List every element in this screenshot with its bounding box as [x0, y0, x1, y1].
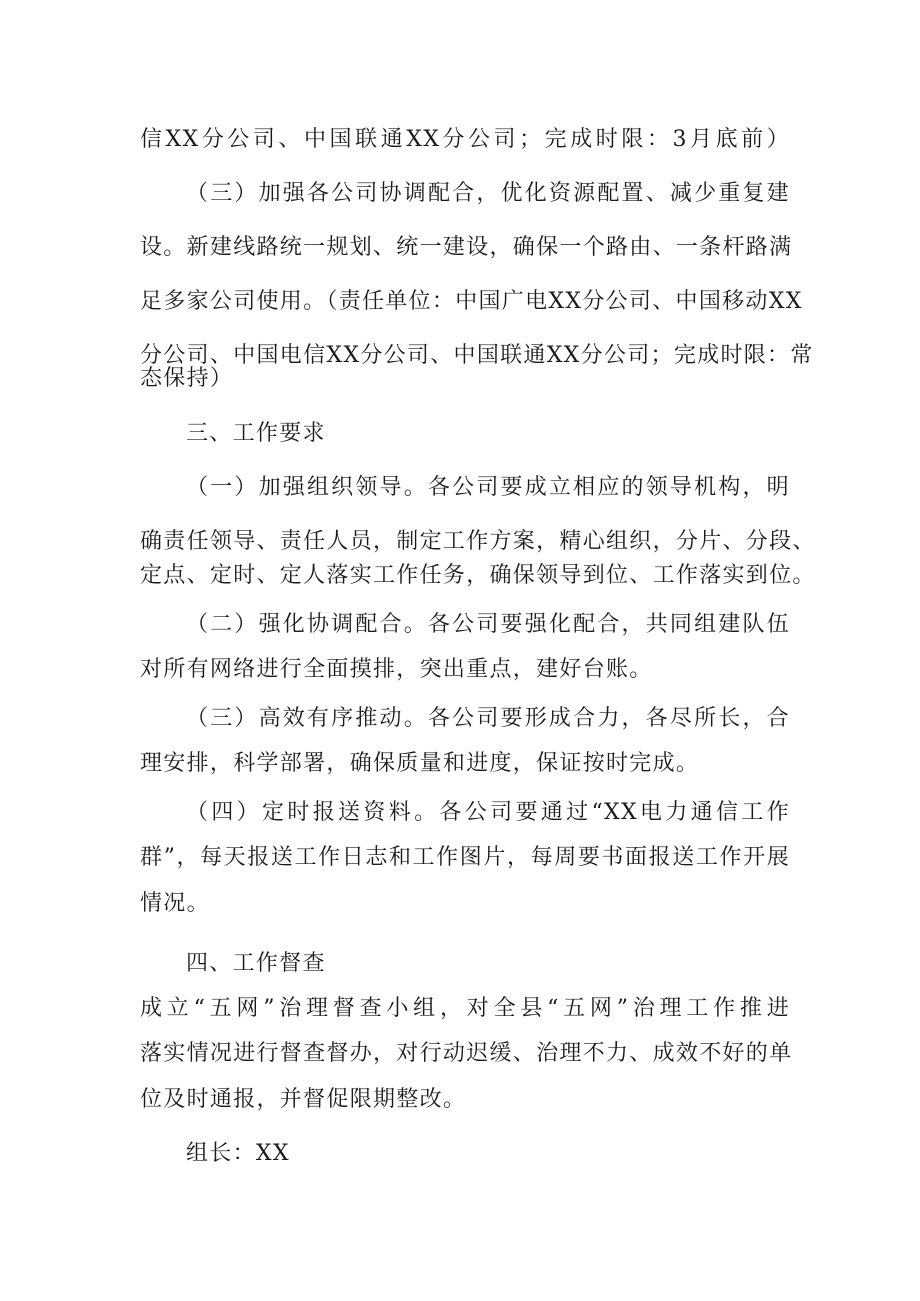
text-line-20: 落实情况进行督查督办，对行动迟缓、治理不力、成效不好的单: [140, 1041, 793, 1066]
text-line-22: 组长：XX: [186, 1141, 290, 1166]
text-line-9: 确责任领导、责任人员，制定工作方案，精心组织，分片、分段、: [140, 529, 816, 554]
text-line-8: （一）加强组织领导。各公司要成立相应的领导机构，明: [186, 475, 790, 500]
text-line-13: （三）高效有序推动。各公司要形成合力，各尽所长，合: [186, 706, 790, 731]
text-line-12: 对所有网络进行全面摸排，突出重点，建好台账。: [140, 657, 653, 682]
text-line-2: （三）加强各公司协调配合，优化资源配置、减少重复建: [186, 181, 790, 206]
text-line-1: 信XX分公司、中国联通XX分公司；完成时限：3月底前）: [140, 127, 790, 152]
text-line-19: 成立“五网”治理督查小组，对全县“五网”治理工作推进: [140, 996, 790, 1021]
section-heading-4: 四、工作督查: [186, 951, 326, 976]
text-line-21: 位及时通报，并督促限期整改。: [140, 1087, 467, 1112]
text-line-4: 足多家公司使用。（责任单位：中国广电XX分公司、中国移动XX: [140, 289, 803, 314]
text-line-15: （四）定时报送资料。各公司要通过“XX电力通信工作: [186, 800, 790, 825]
text-line-14: 理安排，科学部署，确保质量和进度，保证按时完成。: [140, 751, 700, 776]
text-line-5: 分公司、中国电信XX分公司、中国联通XX分公司；完成时限：常: [140, 343, 814, 368]
text-line-3: 设。新建线路统一规划、统一建设，确保一个路由、一条杆路满: [140, 235, 793, 260]
text-line-6: 态保持）: [140, 366, 234, 391]
text-line-11: （二）强化协调配合。各公司要强化配合，共同组建队伍: [186, 612, 790, 637]
section-heading-3: 三、工作要求: [186, 421, 326, 446]
text-line-17: 情况。: [140, 891, 210, 916]
text-line-10: 定点、定时、定人落实工作任务，确保领导到位、工作落实到位。: [140, 563, 816, 588]
text-line-16: 群”，每天报送工作日志和工作图片，每周要书面报送工作开展: [140, 845, 790, 870]
